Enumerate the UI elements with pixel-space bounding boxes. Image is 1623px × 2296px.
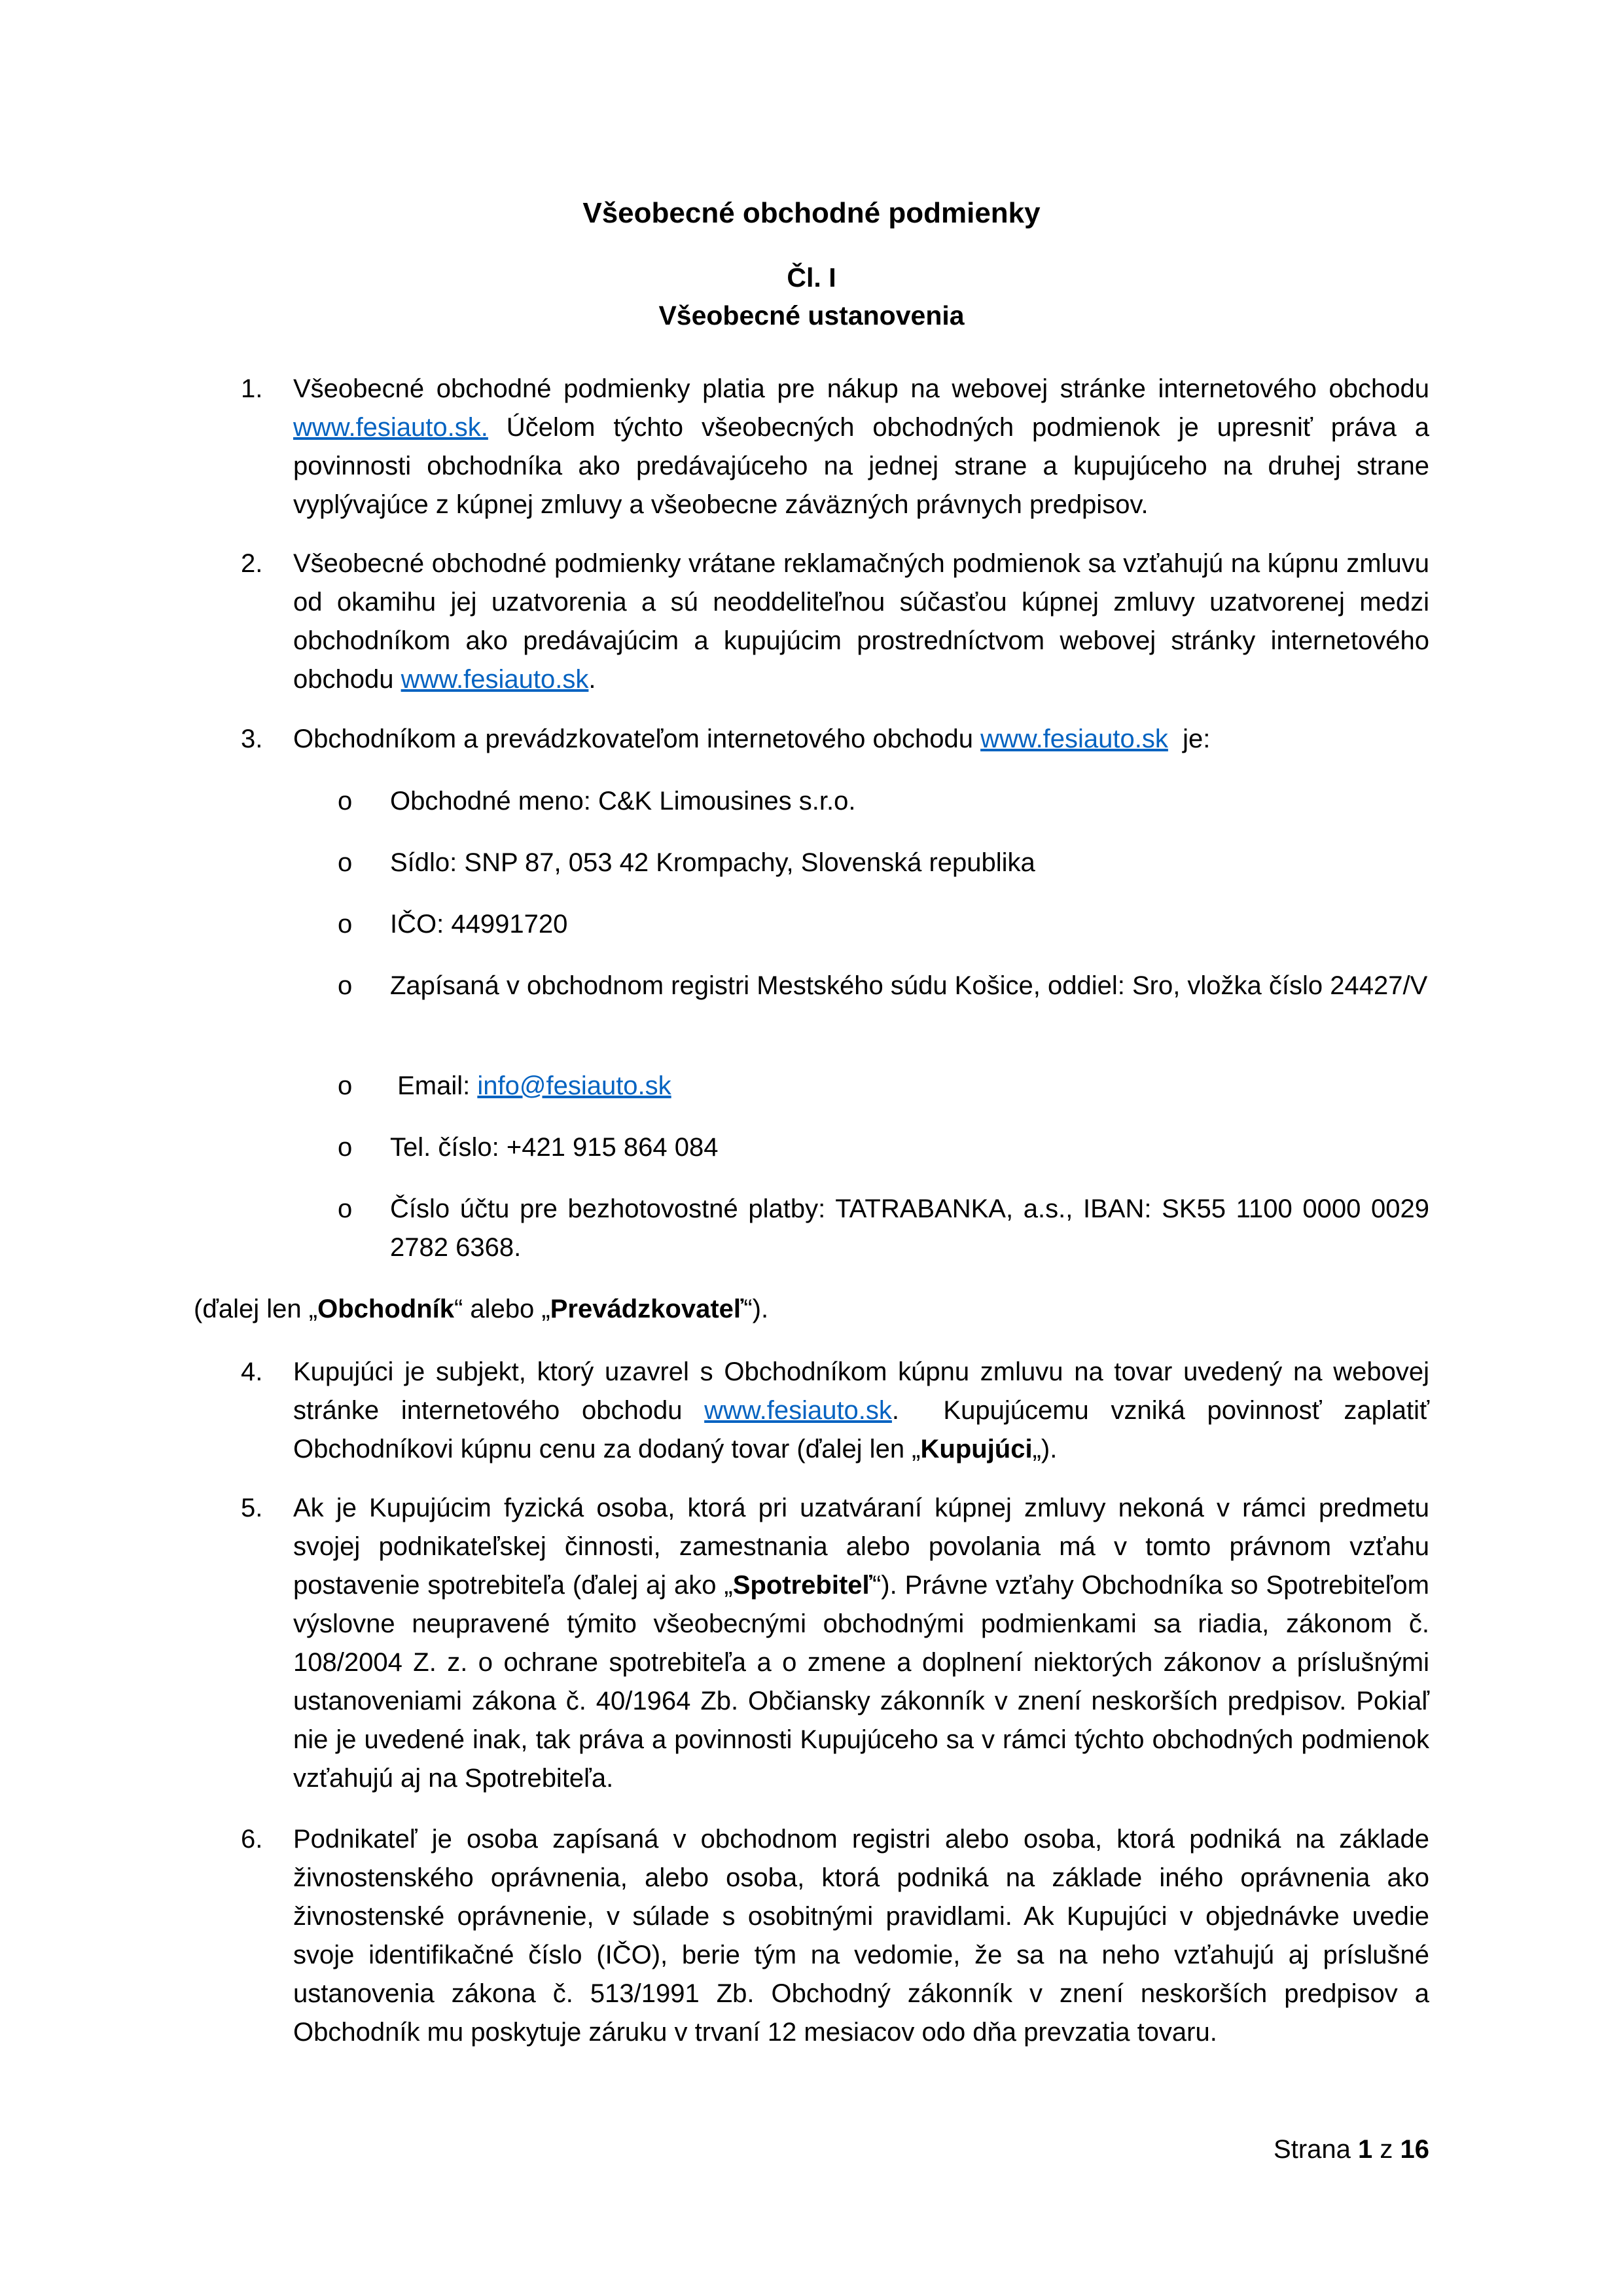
clause-6	[0, 1820, 1623, 2052]
bullet-marker: o	[338, 848, 353, 877]
list-item	[0, 967, 1623, 1005]
company-registry: Zapísaná v obchodnom registri Mestského súdu Košice, oddiel: Sro, vložka číslo 24427/V	[390, 971, 1428, 1000]
website-link[interactable]: www.fesiauto.sk	[401, 665, 589, 694]
website-link[interactable]: www.fesiauto.sk	[704, 1396, 892, 1425]
bullet-marker: o	[338, 1133, 353, 1162]
clause-number: 6.	[241, 1825, 263, 1854]
article-title: Všeobecné ustanovenia	[658, 300, 965, 331]
clause-text: Obchodníkom a prevádzkovateľom internetového obchodu www.fesiauto.sk je:	[293, 725, 1211, 753]
list-item	[0, 905, 1623, 944]
article-number: Čl. I	[787, 262, 836, 293]
company-ico: IČO: 44991720	[390, 910, 568, 939]
clause-text: Všeobecné obchodné podmienky platia pre nákup na webovej stránke internetového obchodu www.fesiauto.sk. Účelom týchto všeobecných obchodných podmienok je upresniť práva a povinnosti obchodníka ako predávajúceho na jednej strane a kupujúceho na druhej strane vyplývajúce z kúpnej zmluvy a všeobecne záväzných právnych predpisov.	[293, 374, 1429, 519]
bullet-marker: o	[338, 1194, 353, 1223]
clause-text: Podnikateľ je osoba zapísaná v obchodnom registri alebo osoba, ktorá podniká na základe živnostenského oprávnenia, alebo osoba, ktorá podniká na základe iného oprávnenia ako živnostenské oprávnenie, v súlade s osobitnými pravidlami. Ak Kupujúci v objednávke uvedie svoje identifikačné číslo (IČO), berie tým na vedomie, že sa na neho vzťahujú aj príslušné ustanovenia zákona č. 513/1991 Zb. Obchodný zákonník v znení neskorších predpisov a Obchodník mu poskytuje záruku v trvaní 12 mesiacov odo dňa prevzatia tovaru.	[293, 1825, 1429, 2047]
list-item	[0, 782, 1623, 844]
clause-number: 4.	[241, 1357, 263, 1386]
company-seat: Sídlo: SNP 87, 053 42 Krompachy, Slovenská republika	[390, 848, 1035, 877]
current-page-number: 1	[1358, 2135, 1373, 2164]
total-pages-number: 16	[1400, 2135, 1429, 2164]
bullet-marker: o	[338, 787, 353, 816]
bullet-marker: o	[338, 971, 353, 1000]
clause-4	[0, 1353, 1623, 1469]
company-phone: Tel. číslo: +421 915 864 084	[390, 1133, 719, 1162]
list-item	[0, 1190, 1623, 1267]
clause-number: 1.	[241, 374, 263, 403]
clause-text: Kupujúci je subjekt, ktorý uzavrel s Obchodníkom kúpnu zmluvu na tovar uvedený na webovej stránke internetového obchodu www.fesiauto.sk. Kupujúcemu vzniká povinnosť zaplatiť Obchodníkovi kúpnu cenu za dodaný tovar (ďalej len „Kupujúci„).	[293, 1357, 1437, 1463]
definition-line: (ďalej len „Obchodník“ alebo „Prevádzkovateľ“).	[194, 1295, 769, 1323]
term-obchodnik: Obchodník	[317, 1295, 454, 1323]
list-item	[0, 1067, 1623, 1105]
bullet-marker: o	[338, 1071, 353, 1100]
clause-1	[0, 370, 1623, 524]
website-link[interactable]: www.fesiauto.sk	[980, 725, 1168, 753]
email-link[interactable]: info@fesiauto.sk	[477, 1071, 671, 1100]
document-title: Všeobecné obchodné podmienky	[582, 197, 1041, 229]
bullet-marker: o	[338, 910, 353, 939]
operator-details-list	[0, 782, 1623, 844]
clause-number: 2.	[241, 549, 263, 578]
clause-number: 3.	[241, 725, 263, 753]
clause-text: Ak je Kupujúcim fyzická osoba, ktorá pri uzatváraní kúpnej zmluvy nekoná v rámci predmetu svojej podnikateľskej činnosti, zamestnania alebo povolania má v tomto právnom vzťahu postavenie spotrebiteľa (ďalej aj ako „Spotrebiteľ“). Právne vzťahy Obchodníka so Spotrebiteľom výslovne neupravené týmito všeobecnými obchodnými podmienkami sa riadia, zákonom č. 108/2004 Z. z. o ochrane spotrebiteľa a o zmene a doplnení niektorých zákonov a príslušnými ustanoveniami zákona č. 40/1964 Zb. Občiansky zákonník v znení neskorších predpisov. Pokiaľ nie je uvedené inak, tak práva a povinnosti Kupujúceho sa v rámci týchto obchodných podmienok vzťahujú aj na Spotrebiteľa.	[293, 1494, 1429, 1793]
term-prevadzkovatel: Prevádzkovateľ	[550, 1295, 744, 1323]
term-spotrebitel: Spotrebiteľ	[732, 1571, 872, 1600]
list-item	[0, 844, 1623, 882]
page-footer: Strana 1 z 16	[1274, 2135, 1429, 2164]
clause-text: Všeobecné obchodné podmienky vrátane reklamačných podmienok sa vzťahujú na kúpnu zmluvu od okamihu jej uzatvorenia a sú neoddeliteľnou súčasťou kúpnej zmluvy uzatvorenej medzi obchodníkom ako predávajúcim a kupujúcim prostredníctvom webovej stránky internetového obchodu www.fesiauto.sk.	[293, 549, 1429, 694]
company-name: Obchodné meno: C&K Limousines s.r.o.	[390, 787, 856, 816]
clause-number: 5.	[241, 1494, 263, 1522]
clause-3	[0, 720, 1623, 759]
clause-5	[0, 1489, 1623, 1798]
article-heading	[0, 259, 1623, 334]
list-item	[0, 1128, 1623, 1167]
clause-2	[0, 545, 1623, 699]
company-bank-account: Číslo účtu pre bezhotovostné platby: TATRABANKA, a.s., IBAN: SK55 1100 0000 0029 2782 6368.	[390, 1194, 1429, 1262]
website-link[interactable]: www.fesiauto.sk.	[293, 413, 488, 442]
term-kupujuci: Kupujúci	[920, 1435, 1033, 1463]
company-email: Email: info@fesiauto.sk	[390, 1071, 671, 1100]
